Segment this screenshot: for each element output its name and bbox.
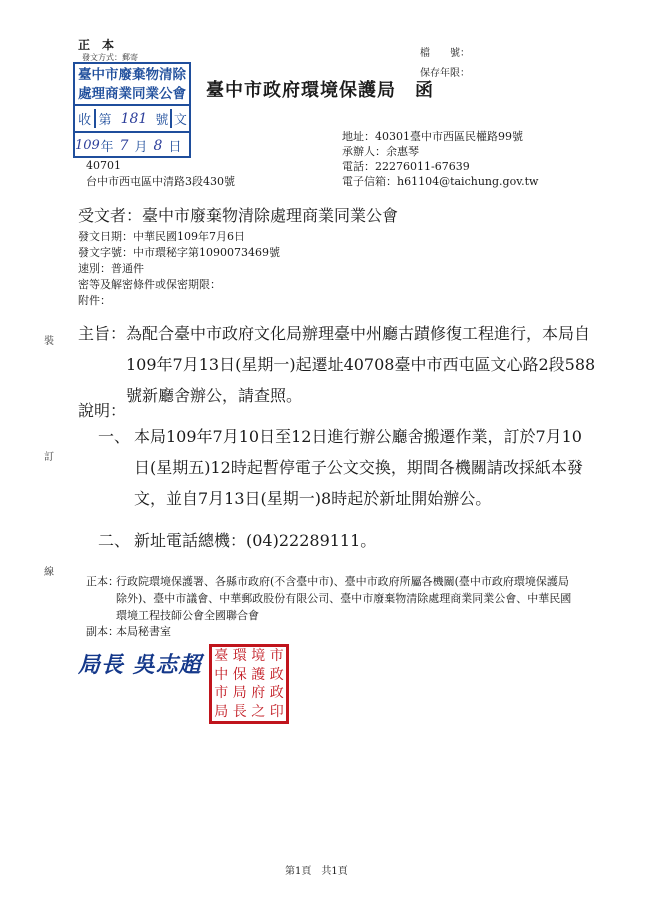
handler: 承辦人：余惠琴 — [342, 145, 419, 158]
seal-char: 之 — [251, 703, 266, 720]
stamp-month-unit: 月 — [134, 140, 148, 155]
binding-mark-1: 裝 — [44, 336, 54, 347]
explanation-item-1-text: 本局109年7月10日至12日進行辦公廳舍搬遷作業，訂於7月10日(星期五)12時起暫停電子公文交換，期間各機關請改採紙本發文，並自7月13日(星期一)8時起於新址開始辦公。 — [134, 427, 583, 508]
file-number-label: 檔 號： — [420, 48, 470, 59]
seal-char: 護 — [251, 666, 266, 683]
subject-label: 主旨： — [78, 324, 127, 343]
distribution-main-label: 正本： — [86, 575, 119, 588]
stamp-date-day: 8 — [153, 137, 163, 154]
issue-number: 發文字號：中市環秘字第1090073469號 — [78, 246, 280, 259]
stamp-doc: 文 — [173, 113, 187, 128]
distribution-copy-text: 本局秘書室 — [116, 625, 171, 638]
retention-label: 保存年限： — [420, 68, 470, 79]
seal-char: 府 — [251, 685, 266, 702]
email: 電子信箱：h61104@taichung.gov.tw — [342, 175, 539, 188]
stamp-no-value: 181 — [120, 110, 148, 127]
stamp-date-month: 7 — [119, 137, 129, 154]
explanation-item-2-text: 新址電話總機：(04)22289111。 — [134, 531, 377, 550]
speed-class: 速別：普通件 — [78, 262, 144, 275]
addressee: 受文者：臺中市廢棄物清除處理商業同業公會 — [78, 206, 399, 225]
stamp-year-unit: 年 — [100, 140, 114, 155]
receipt-stamp — [73, 62, 191, 158]
phone: 電話：22276011-67639 — [342, 160, 470, 173]
seal-char: 臺 — [214, 648, 229, 665]
stamp-day-unit: 日 — [168, 140, 182, 155]
distribution-copy-label: 副本： — [86, 625, 119, 638]
seal-char: 印 — [269, 703, 284, 720]
recipient-postal: 40701 — [86, 159, 121, 172]
seal-char: 中 — [214, 666, 229, 683]
agency-title: 臺中市政府環境保護局 函 — [206, 80, 434, 101]
explanation-item-1-num: 一、 — [98, 427, 131, 446]
secrecy-class: 密等及解密條件或保密期限： — [78, 278, 221, 291]
stamp-date-row — [75, 131, 189, 158]
director-signature: 局長 吳志超 — [78, 652, 202, 678]
stamp-no-suffix: 號 — [154, 109, 171, 128]
seal-char: 保 — [232, 666, 247, 683]
seal-char: 市 — [269, 648, 284, 665]
page-indicator: 第1頁 共1頁 — [285, 866, 348, 877]
seal-char: 政 — [269, 685, 284, 702]
stamp-recv: 收 — [75, 109, 96, 128]
stamp-date-year: 109 — [75, 138, 100, 153]
binding-mark-3: 線 — [44, 567, 54, 578]
subject-text: 為配合臺中市政府文化局辦理臺中州廳古蹟修復工程進行，本局自109年7月13日(星期一)起遷址40708臺中市西屯區文心路2段588號新廳舍辦公，請查照。 — [126, 324, 596, 405]
send-method: 發文方式：郵寄 — [82, 53, 138, 62]
seal-char: 局 — [232, 685, 247, 702]
seal-char: 政 — [269, 666, 284, 683]
distribution-main-text: 行政院環境保護署、各縣市政府(不含臺中市)、臺中市政府所屬各機關(臺中市政府環境保護局除外)、臺中市議會、中華郵政股份有限公司、臺中市廢棄物清除處理商業同業公會、中華民國環境工程技師公會全國聯合會 — [116, 575, 572, 622]
attachment: 附件： — [78, 294, 111, 307]
stamp-line-1: 臺中市廢棄物清除 — [78, 67, 186, 83]
seal-char: 市 — [214, 685, 229, 702]
agency-address: 地址：40301臺中市西區民權路99號 — [342, 130, 523, 143]
stamp-number-row — [75, 104, 189, 131]
official-seal — [209, 644, 289, 724]
seal-char: 境 — [251, 648, 266, 665]
issue-date: 發文日期：中華民國109年7月6日 — [78, 230, 245, 243]
seal-char: 長 — [232, 703, 247, 720]
explanation-label: 說明： — [78, 401, 127, 420]
explanation-item-2-num: 二、 — [98, 531, 131, 550]
seal-char: 局 — [214, 703, 229, 720]
stamp-line-2: 處理商業同業公會 — [78, 86, 186, 102]
copy-type-label: 正 本 — [78, 38, 115, 52]
stamp-no-prefix: 第 — [98, 113, 112, 128]
seal-char: 環 — [232, 648, 247, 665]
binding-mark-2: 訂 — [44, 452, 54, 463]
recipient-address: 台中市西屯區中清路3段430號 — [86, 175, 235, 188]
